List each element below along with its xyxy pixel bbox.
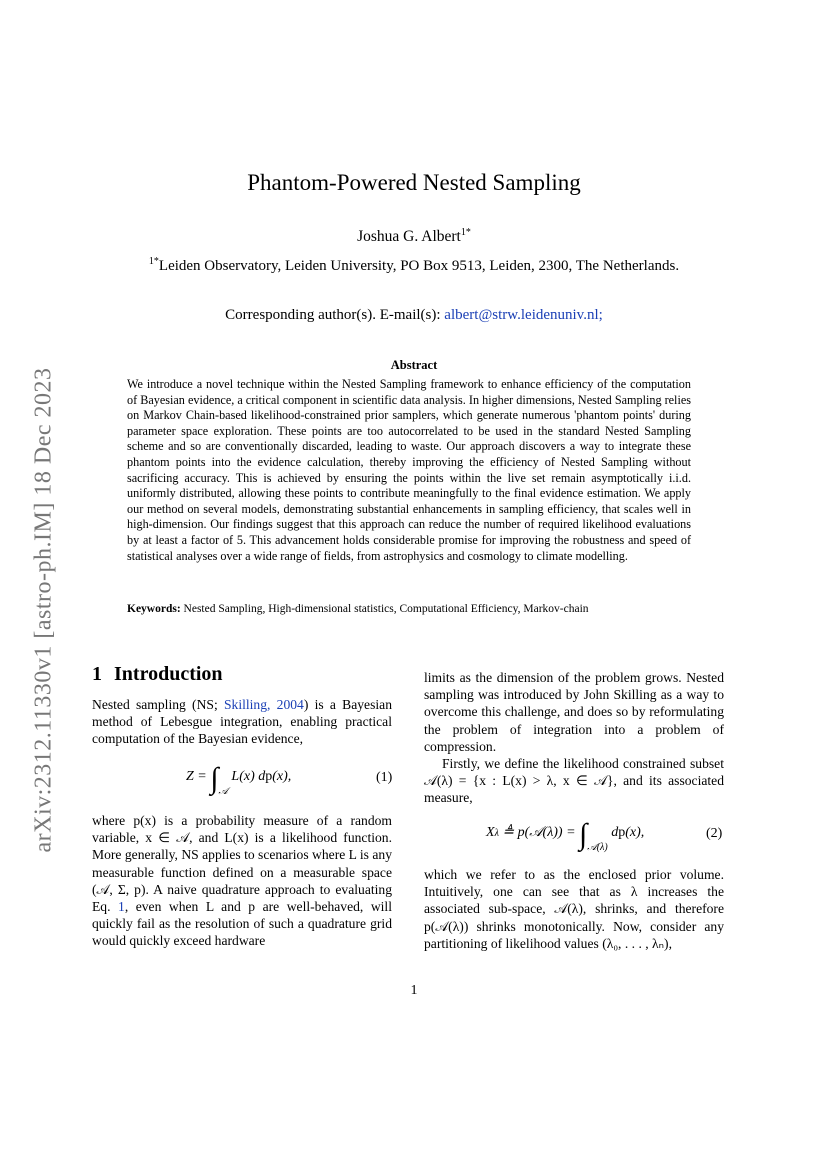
page-number: 1 [410, 983, 418, 998]
right-p1: limits as the dimension of the problem grows. Nested sampling was introduced by John Skilling as a way to overcome this challenge, and does so by reformulating the problem of integration into a problem of compression. [424, 670, 724, 754]
corresponding-label: Corresponding author(s). E-mail(s): [225, 307, 441, 323]
section-number: 1 [92, 663, 102, 685]
section-heading [92, 663, 223, 686]
equation-1: $Z = \int_𝒜$ L(x) dp(x), [186, 762, 292, 797]
keywords [127, 603, 707, 615]
affiliation-line [0, 256, 828, 275]
equation-1-number: (1) [376, 770, 393, 785]
right-paragraph-3: which we refer to as the enclosed prior volume. Intuitively, one can see that as λ increases the associated sub-space, 𝒜(λ), shrinks, and therefore p(𝒜(λ)) shrinks monotonically. Now, consider any partitioning of likelihood values (λ₀, . . . , λₙ), [424, 867, 724, 951]
email-link[interactable]: albert@strw.leidenuniv.nl [444, 307, 599, 323]
right-paragraph-1 [424, 669, 724, 807]
abstract-heading: Abstract [390, 358, 438, 372]
left-paragraph-2 [92, 812, 392, 950]
left-p2-text-a: where p(x) is a probability measure of a random variable, x ∈ 𝒜, and L(x) is a likelihood function. More generally, NS applies to scenarios where L is any measurable function defined on a measurable space (𝒜, Σ, p). A naive quadrature approach to evaluating Eq. [92, 813, 392, 915]
paper-title: Phantom-Powered Nested Sampling [247, 170, 581, 195]
section-title: Introduction [114, 663, 223, 685]
equation-2: Xλ ≜ p(𝒜(λ)) = $\int_{𝒜(\lambda)}$ dp(x), [486, 818, 645, 853]
affiliation: Leiden Observatory, Leiden University, PO Box 9513, Leiden, 2300, The Netherlands. [158, 258, 680, 274]
left-paragraph-1 [92, 696, 392, 748]
abstract-text: We introduce a novel technique within the Nested Sampling framework to enhance efficiency of the computation of Bayesian evidence, a critical component in scientific data analysis. In higher dimensions, Nested Sampling relies on Markov Chain-based likelihood-constrained prior samplers, which generate numerous 'phantom points' during parameter space exploration. These points are too autocorrelated to be used in the standard Nested Sampling scheme and so are conventionally discarded, leading to waste. Our approach discovers a way to integrate these phantom points into the evidence calculation, thereby improving the efficiency of Nested Sampling without sacrificing accuracy. This is achieved by ensuring the points within the live set remain asymptotically i.i.d. uniformly distributed, allowing these points to contribute meaningfully to the final evidence estimation. We apply our method on several models, demonstrating substantial enhancements in sampling efficiency, that scales well in high-dimension. Our findings suggest that this approach can reduce the number of required likelihood evaluations by at least a factor of 5. This advancement holds considerable promise for improving the robustness and speed of statistical analyses over a wide range of fields, from astrophysics and cosmology to climate modelling. [127, 377, 691, 563]
email-suffix: ; [598, 307, 603, 323]
author-line [0, 227, 828, 246]
corresponding-author [0, 307, 828, 324]
left-p2-text-b: , even when L and p are well-behaved, will quickly fail as the resolution of such a quadrature grid would quickly exceed hardware [92, 899, 392, 949]
arxiv-sidebar-stamp [24, 340, 64, 880]
author-name: Joshua G. Albert [357, 228, 461, 246]
author-sup: 1* [460, 227, 471, 238]
left-p1-text-b: ) is a Bayesian method of Lebesgue integration, enabling practical computation of the Bayesian evidence, [92, 697, 392, 747]
keywords-text: Nested Sampling, High-dimensional statistics, Computational Efficiency, Markov-chain [183, 603, 589, 615]
arxiv-id: arXiv:2312.11330v1 [astro-ph.IM] 18 Dec 2023 [30, 367, 57, 853]
equation-ref-link[interactable]: 1 [118, 899, 125, 915]
citation-link-skilling[interactable]: Skilling, 2004 [223, 697, 304, 712]
keywords-label: Keywords: [127, 603, 181, 615]
left-p1-text-a: Nested sampling (NS; [92, 697, 224, 712]
affiliation-sup: 1* [148, 256, 159, 267]
right-p2: Firstly, we define the likelihood constrained subset 𝒜(λ) = {x : L(x) > λ, x ∈ 𝒜}, and its associated measure, [424, 756, 724, 806]
equation-2-number: (2) [706, 826, 723, 841]
